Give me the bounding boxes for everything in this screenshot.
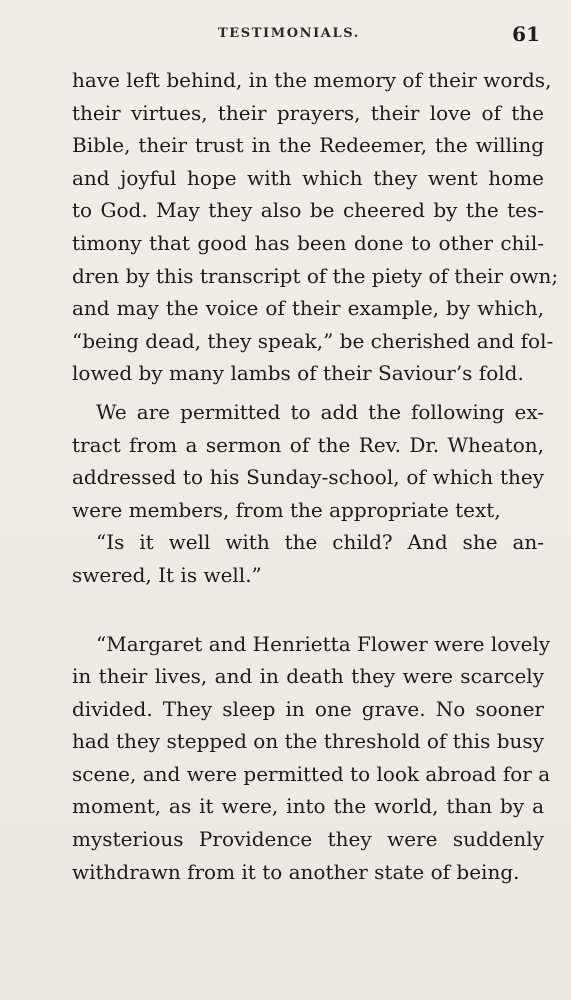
text-line: had they stepped on the threshold of this busy: [72, 729, 544, 754]
text-line: and may the voice of their example, by which,: [72, 296, 544, 321]
section-gap: [72, 592, 544, 628]
text-line: moment, as it were, into the world, than by a: [72, 794, 544, 819]
text-line: have left behind, in the memory of their words,: [72, 68, 552, 92]
text-line: timony that good has been done to other chil-: [72, 230, 544, 255]
text-line: dren by this transcript of the piety of their own;: [72, 263, 559, 288]
text-line: addressed to his Sunday-school, of which they: [72, 465, 544, 490]
text-line: Bible, their trust in the Redeemer, the willing: [72, 133, 544, 158]
paragraph-continuation: [72, 64, 559, 390]
text-line: were members, from the appropriate text,: [72, 497, 501, 522]
running-head: [72, 22, 542, 46]
text-line: scene, and were permitted to look abroad for a: [72, 761, 551, 786]
text-line: in their lives, and in death they were scarcely: [72, 664, 544, 689]
text-line: mysterious Providence they were suddenly: [72, 827, 544, 852]
running-title: TESTIMONIALS.: [218, 26, 360, 41]
paragraph-sermon-extract: [72, 628, 551, 889]
paragraph-sermon-intro: [72, 396, 544, 526]
text-line: We are permitted to add the following ex-: [96, 399, 544, 424]
text-line: lowed by many lambs of their Saviour’s fold.: [72, 361, 524, 386]
paragraph-scripture-text: [72, 526, 544, 591]
text-line: tract from a sermon of the Rev. Dr. Wheaton,: [72, 432, 544, 457]
text-line: to God. May they also be cheered by the tes-: [72, 198, 544, 223]
text-line: withdrawn from it to another state of being.: [72, 859, 520, 884]
text-line: divided. They sleep in one grave. No sooner: [72, 696, 544, 721]
text-line: “being dead, they speak,” be cherished and fol-: [72, 328, 554, 353]
text-line: swered, It is well.”: [72, 562, 262, 587]
text-line: their virtues, their prayers, their love of the: [72, 100, 544, 125]
text-line: “Margaret and Henrietta Flower were lovely: [96, 631, 551, 656]
page-number: 61: [512, 22, 540, 46]
body-text: [72, 64, 559, 888]
text-line: and joyful hope with which they went home: [72, 165, 544, 190]
text-line: “Is it well with the child? And she an-: [96, 530, 544, 555]
